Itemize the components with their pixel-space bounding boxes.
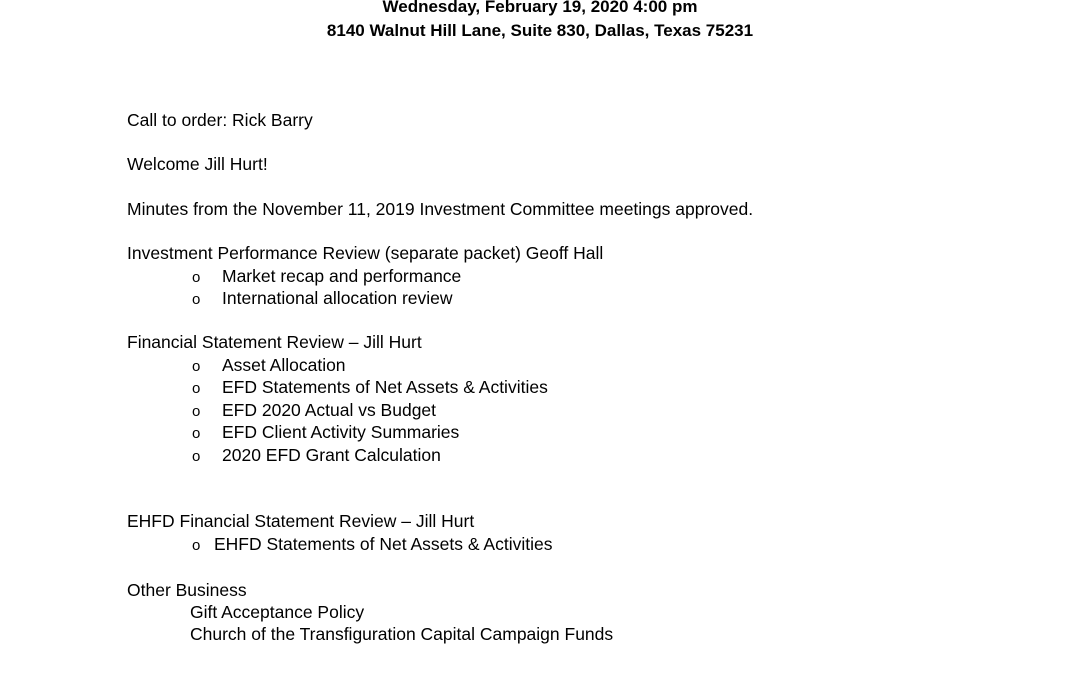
list-item-text: Asset Allocation <box>222 355 346 375</box>
list-item <box>192 287 453 311</box>
minutes-line: Minutes from the November 11, 2019 Investment Committee meetings approved. <box>127 199 754 219</box>
list-item <box>192 376 548 400</box>
list-item-text: EFD Client Activity Summaries <box>222 422 460 442</box>
financial-review-heading: Financial Statement Review – Jill Hurt <box>127 332 422 352</box>
bullet-marker: o <box>192 269 201 286</box>
list-item <box>192 265 461 289</box>
bullet-marker: o <box>192 448 201 465</box>
bullet-marker: o <box>192 425 201 442</box>
list-item <box>192 399 436 423</box>
list-item: Church of the Transfiguration Capital Campaign Funds <box>190 624 614 644</box>
meeting-date-line: Wednesday, February 19, 2020 4:00 pm <box>382 0 698 16</box>
list-item <box>192 421 459 445</box>
bullet-marker: o <box>192 403 201 420</box>
bullet-marker: o <box>192 537 201 554</box>
ehfd-review-heading: EHFD Financial Statement Review – Jill Hurt <box>127 511 475 531</box>
call-to-order: Call to order: Rick Barry <box>127 110 313 130</box>
bullet-marker: o <box>192 291 201 308</box>
list-item-text: 2020 EFD Grant Calculation <box>222 445 441 465</box>
list-item-text: Market recap and performance <box>222 266 462 286</box>
list-item-text: International allocation review <box>222 288 453 308</box>
welcome-line: Welcome Jill Hurt! <box>127 154 268 174</box>
meeting-address-line: 8140 Walnut Hill Lane, Suite 830, Dallas, Texas 75231 <box>326 21 754 40</box>
investment-review-heading: Investment Performance Review (separate packet) Geoff Hall <box>127 243 604 263</box>
bullet-marker: o <box>192 380 201 397</box>
list-item-text: EFD Statements of Net Assets & Activities <box>222 377 548 397</box>
list-item-text: EFD 2020 Actual vs Budget <box>222 400 437 420</box>
list-item <box>192 354 346 378</box>
list-item: Gift Acceptance Policy <box>190 602 365 622</box>
list-item <box>192 444 441 468</box>
other-business-heading: Other Business <box>127 580 247 600</box>
list-item-text: EHFD Statements of Net Assets & Activities <box>214 534 553 554</box>
list-item <box>192 533 552 557</box>
bullet-marker: o <box>192 358 201 375</box>
